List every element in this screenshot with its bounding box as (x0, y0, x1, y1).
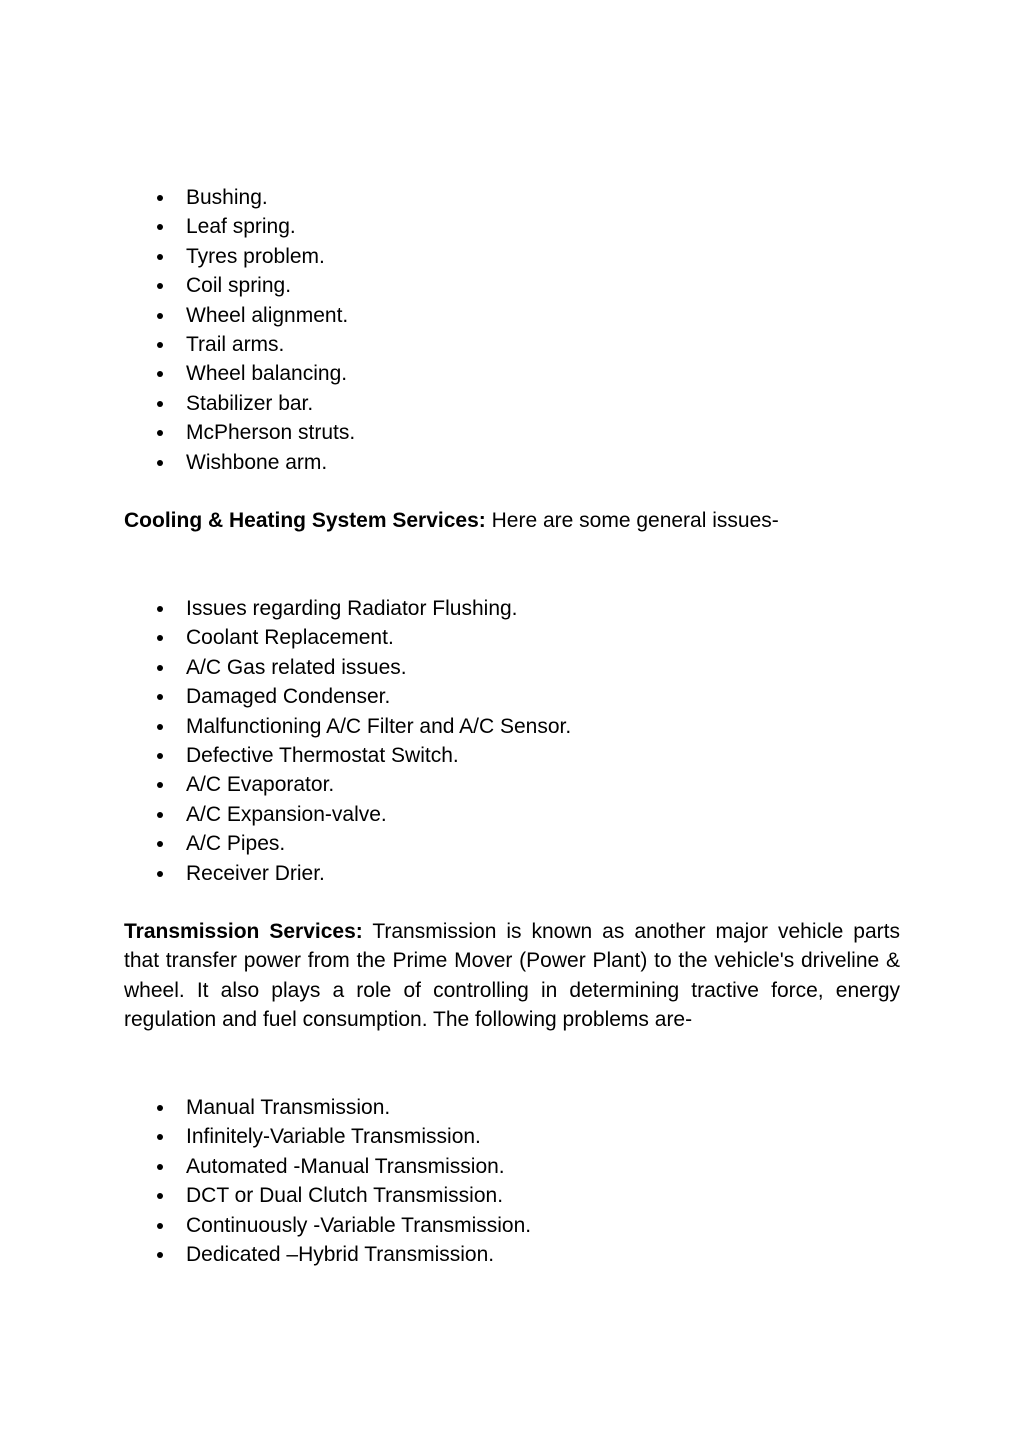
cooling-issues-list (124, 594, 571, 888)
list-item (124, 1181, 531, 1210)
list-item-text: Wheel balancing. (186, 362, 348, 386)
bullet-icon (157, 665, 163, 671)
bullet-icon (157, 694, 163, 700)
list-item-text: Infinitely-Variable Transmission. (186, 1125, 481, 1149)
list-item (124, 800, 571, 829)
bullet-icon (157, 871, 163, 877)
bullet-icon (157, 342, 163, 348)
transmission-text: Transmission is known as another major vehicle parts that transfer power from the Prime Mover (Power Plant) to the vehicle's driveline & wheel. It also plays a role of controlling in determining tractive force, energy regulation and fuel consumption. The following problems are- (124, 920, 900, 1032)
list-item (124, 653, 571, 682)
cooling-paragraph (124, 506, 900, 535)
cooling-text: Here are some general issues- (485, 509, 779, 532)
bullet-icon (157, 606, 163, 612)
bullet-icon (157, 812, 163, 818)
list-item (124, 829, 571, 858)
list-item-text: Coil spring. (186, 274, 292, 298)
list-item (124, 330, 355, 359)
list-item (124, 594, 571, 623)
list-item-text: DCT or Dual Clutch Transmission. (186, 1184, 504, 1208)
bullet-icon (157, 635, 163, 641)
bullet-icon (157, 1134, 163, 1140)
list-item (124, 418, 355, 447)
list-item (124, 1240, 531, 1269)
suspension-list (124, 183, 355, 477)
list-item (124, 1093, 531, 1122)
bullet-icon (157, 1105, 163, 1111)
list-item-text: Stabilizer bar. (186, 391, 314, 415)
list-item-text: A/C Evaporator. (186, 773, 335, 797)
cooling-heading: Cooling & Heating System Services: (124, 509, 486, 532)
list-item-text: A/C Gas related issues. (186, 655, 407, 679)
list-item (124, 712, 571, 741)
list-item (124, 212, 355, 241)
list-item-text: A/C Expansion-valve. (186, 802, 387, 826)
list-item-text: Wishbone arm. (186, 450, 328, 474)
list-item-text: Coolant Replacement. (186, 626, 394, 650)
bullet-icon (157, 254, 163, 260)
list-item (124, 448, 355, 477)
bullet-icon (157, 371, 163, 377)
list-item (124, 389, 355, 418)
list-item (124, 301, 355, 330)
list-item-text: Issues regarding Radiator Flushing. (186, 597, 518, 620)
list-item (124, 359, 355, 388)
list-item (124, 859, 571, 888)
bullet-icon (157, 313, 163, 319)
list-item-text: Dedicated –Hybrid Transmission. (186, 1242, 495, 1266)
list-item-text: A/C Pipes. (186, 832, 286, 856)
list-item-text: Damaged Condenser. (186, 685, 391, 709)
bullet-icon (157, 401, 163, 407)
bullet-icon (157, 460, 163, 466)
list-item-text: Leaf spring. (186, 215, 296, 239)
list-item (124, 271, 355, 300)
list-item-text: Bushing. (186, 186, 268, 209)
list-item-text: Defective Thermostat Switch. (186, 743, 459, 767)
list-item-text: Tyres problem. (186, 244, 325, 268)
bullet-icon (157, 841, 163, 847)
transmission-heading: Transmission Services: (124, 920, 363, 943)
list-item (124, 1152, 531, 1181)
transmission-issues-list (124, 1093, 531, 1269)
bullet-icon (157, 1164, 163, 1170)
bullet-icon (157, 1193, 163, 1199)
bullet-icon (157, 224, 163, 230)
transmission-paragraph (124, 917, 900, 1035)
list-item-text: Manual Transmission. (186, 1096, 391, 1119)
list-item-text: Trail arms. (186, 332, 285, 356)
list-item (124, 242, 355, 271)
list-item-text: Continuously -Variable Transmission. (186, 1213, 532, 1237)
bullet-icon (157, 753, 163, 759)
bullet-icon (157, 1223, 163, 1229)
list-item-text: Malfunctioning A/C Filter and A/C Sensor. (186, 714, 572, 738)
bullet-icon (157, 782, 163, 788)
list-item (124, 623, 571, 652)
list-item (124, 1122, 531, 1151)
list-item-text: McPherson struts. (186, 421, 356, 445)
bullet-icon (157, 283, 163, 289)
list-item (124, 682, 571, 711)
list-item (124, 1211, 531, 1240)
list-item-text: Wheel alignment. (186, 303, 349, 327)
list-item-text: Receiver Drier. (186, 861, 325, 885)
list-item (124, 770, 571, 799)
list-item-text: Automated -Manual Transmission. (186, 1154, 505, 1178)
list-item (124, 183, 355, 212)
bullet-icon (157, 1252, 163, 1258)
bullet-icon (157, 724, 163, 730)
bullet-icon (157, 195, 163, 201)
bullet-icon (157, 430, 163, 436)
list-item (124, 741, 571, 770)
